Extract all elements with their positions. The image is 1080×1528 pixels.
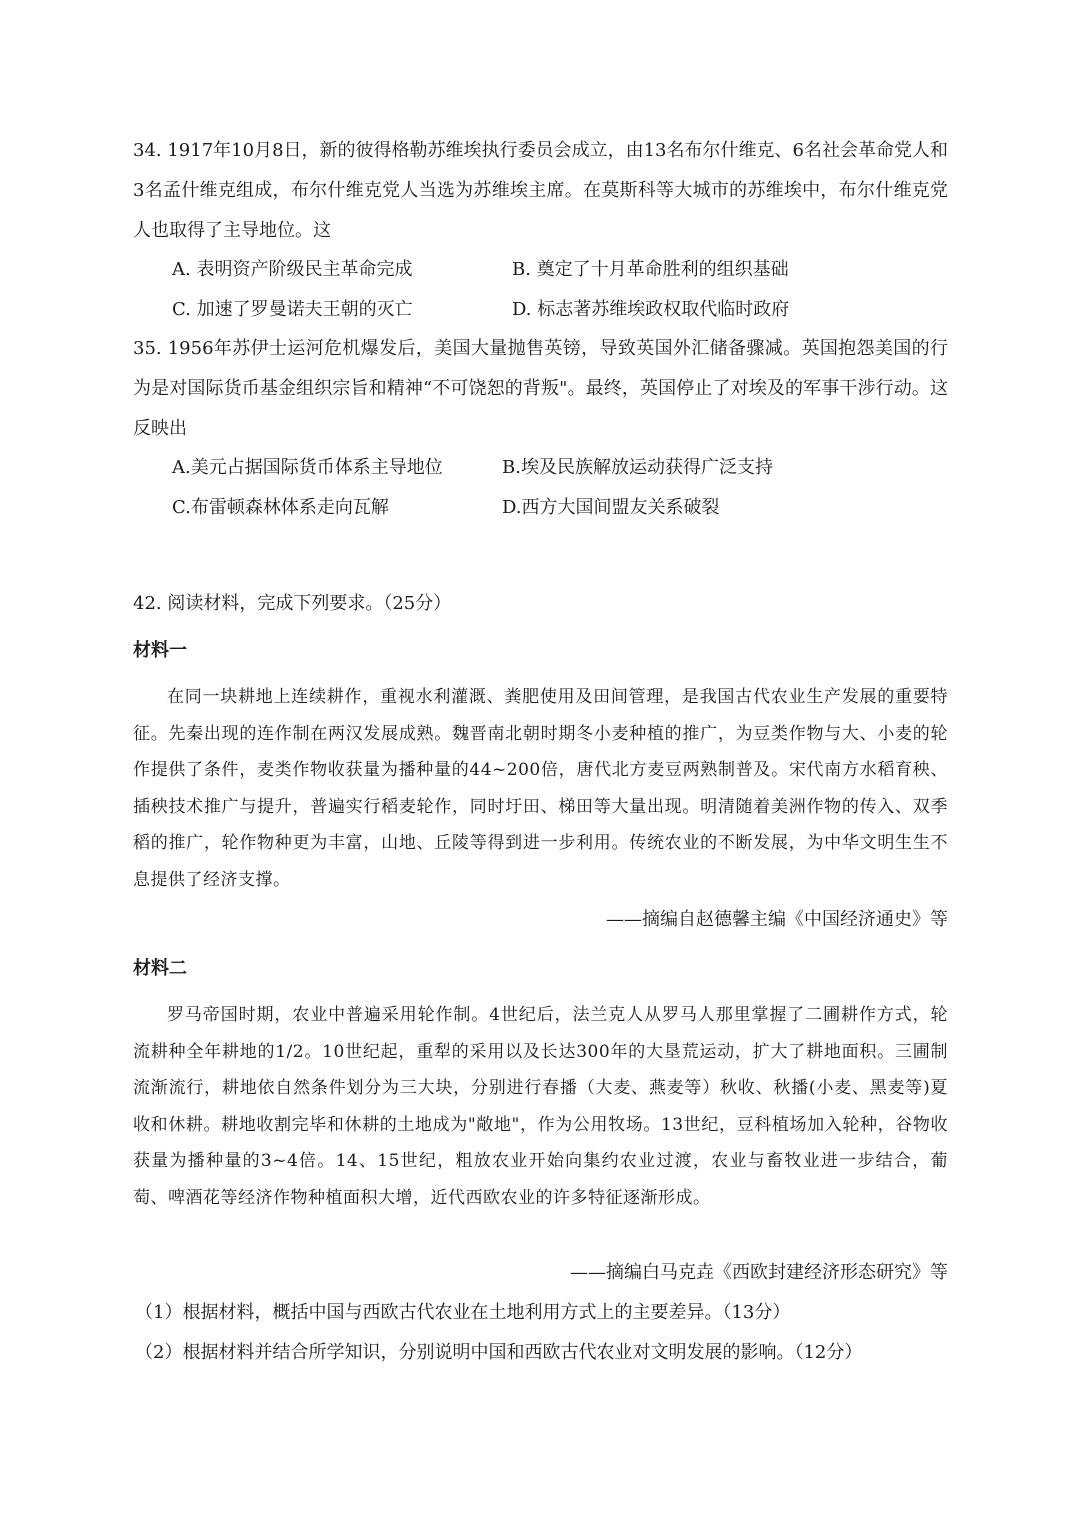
question-35-stem: 35. 1956年苏伊士运河危机爆发后，美国大量抛售英镑，导致英国外汇储备骤减。英国抱怨美国的行为是对国际货币基金组织宗旨和精神“不可饶恕的背叛"。最终，英国停止了对埃及的军事干涉行动。这反映出 — [133, 338, 948, 439]
question-34-option-b: B. 奠定了十月革命胜利的组织基础 — [512, 259, 789, 280]
question-34-option-c: C. 加速了罗曼诺夫王朝的灭亡 — [172, 299, 413, 320]
material-2-body: 罗马帝国时期，农业中普遍采用轮作制。4世纪后，法兰克人从罗马人那里掌握了二圃耕作方式，轮流耕种全年耕地的1/2。10世纪起，重犁的采用以及长达300年的大垦荒运动，扩大了耕地面积。三圃制流渐流行，耕地依自然条件划分为三大块，分别进行春播（大麦、燕麦等）秋收、秋播(小麦、黑麦等)夏收和休耕。耕地收割完毕和休耕的土地成为"敞地"，作为公用牧场。13世纪，豆科植场加入轮种，谷物收获量为播种量的3~4倍。14、15世纪，粗放农业开始向集约农业过渡，农业与畜牧业进一步结合，葡萄、啤酒花等经济作物种植面积大增，近代西欧农业的许多特征逐渐形成。 — [133, 1005, 948, 1208]
question-34-option-d: D. 标志著苏维埃政权取代临时政府 — [512, 299, 790, 320]
requirement-2: （2）根据材料并结合所学知识，分别说明中国和西欧古代农业对文明发展的影响。（12分） — [135, 1342, 863, 1363]
question-35-option-b: B.埃及民族解放运动获得广泛支持 — [502, 457, 773, 478]
material-1-title: 材料一 — [133, 640, 187, 661]
question-34-option-a: A. 表明资产阶级民主革命完成 — [172, 259, 413, 280]
material-1-body: 在同一块耕地上连续耕作，重视水利灌溉、粪肥使用及田间管理，是我国古代农业生产发展的重要特征。先秦出现的连作制在两汉发展成熟。魏晋南北朝时期冬小麦种植的推广，为豆类作物与大、小麦的轮作提供了条件，麦类作物收获量为播种量的44~200倍，唐代北方麦豆两熟制普及。宋代南方水稻育秧、插秧技术推广与提升，普遍实行稻麦轮作，同时圩田、梯田等大量出现。明清随着美洲作物的传入、双季稻的推广，轮作物种更为丰富，山地、丘陵等得到进一步利用。传统农业的不断发展，为中华文明生生不息提供了经济支撑。 — [133, 687, 948, 890]
requirement-1: （1）根据材料，概括中国与西欧古代农业在土地利用方式上的主要差异。（13分） — [135, 1302, 791, 1323]
material-2-source: ——摘编白马克垚《西欧封建经济形态研究》等 — [570, 1262, 948, 1283]
material-2-title: 材料二 — [133, 958, 187, 979]
question-35-option-c: C.布雷顿森林体系走向瓦解 — [172, 497, 389, 518]
question-35-option-d: D.西方大国间盟友关系破裂 — [502, 497, 720, 518]
exam-page — [133, 0, 948, 1528]
question-34-stem: 34. 1917年10月8日，新的彼得格勒苏维埃执行委员会成立，由13名布尔什维克、6名社会革命党人和3名孟什维克组成，布尔什维克党人当选为苏维埃主席。在莫斯科等大城市的苏维埃中，布尔什维克党人也取得了主导地位。这 — [133, 140, 948, 241]
question-35-option-a: A.美元占据国际货币体系主导地位 — [172, 457, 443, 478]
material-1-source: ——摘编自赵德馨主编《中国经济通史》等 — [606, 909, 948, 930]
question-42-stem: 42. 阅读材料，完成下列要求。（25分） — [133, 593, 452, 614]
